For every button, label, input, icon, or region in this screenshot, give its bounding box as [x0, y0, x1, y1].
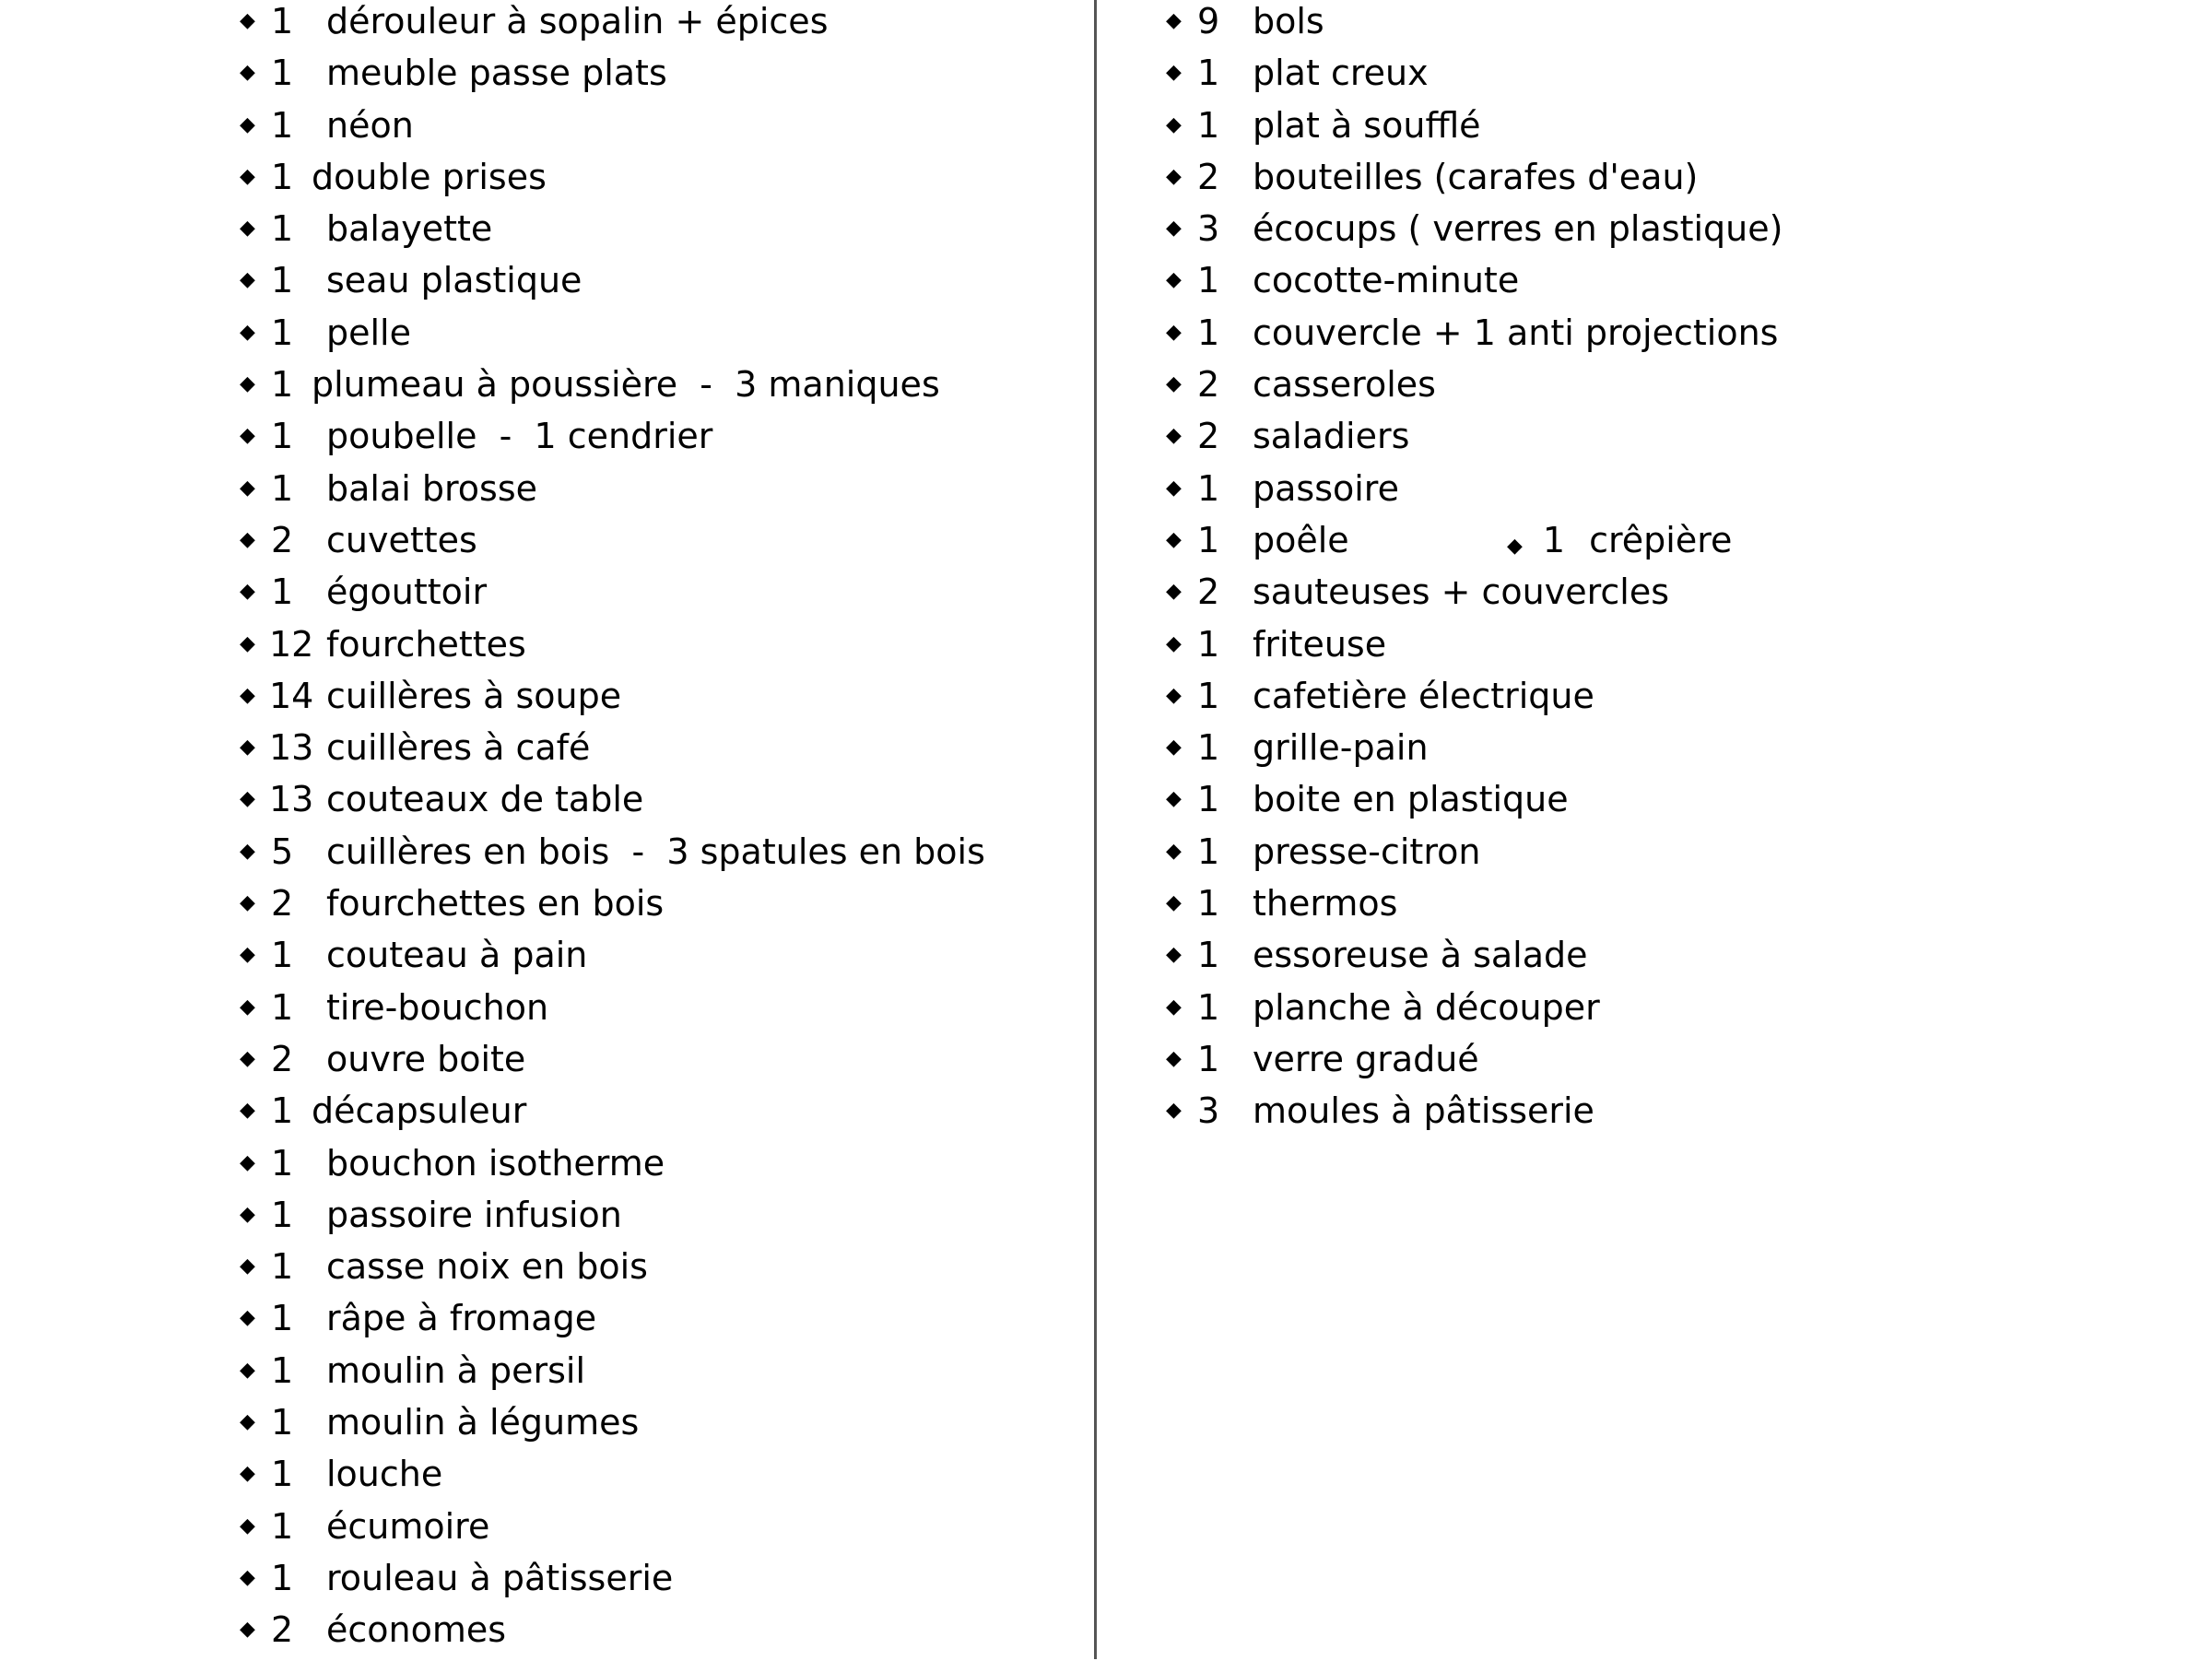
item-quantity: 1 [271, 1454, 294, 1495]
list-item [1166, 675, 1995, 726]
bullet-icon: ◆ [240, 61, 255, 85]
item-label: friteuse [1253, 623, 1387, 665]
bullet-icon: ◆ [1166, 527, 1182, 551]
bullet-icon: ◆ [240, 839, 255, 863]
list-item [240, 1038, 1069, 1090]
bullet-icon: ◆ [1166, 112, 1182, 136]
bullet-icon: ◆ [1166, 839, 1182, 863]
item-quantity: 9 [1197, 1, 1220, 41]
item-label: plumeau à poussière - 3 maniques [312, 364, 940, 406]
bullet-icon: ◆ [240, 424, 255, 448]
item-label: râpe à fromage [326, 1298, 597, 1339]
bullet-icon: ◆ [240, 527, 255, 551]
list-item [1166, 312, 1995, 363]
list-item [1166, 363, 1995, 415]
item-quantity: 1 [271, 1505, 294, 1547]
item-quantity: 1 [1197, 986, 1220, 1028]
item-label: bouchon isotherme [326, 1142, 665, 1184]
item-label: rouleau à pâtisserie [326, 1557, 674, 1598]
bullet-icon: ◆ [240, 476, 255, 500]
item-quantity: 1 [271, 156, 294, 197]
bullet-icon: ◆ [1166, 372, 1182, 396]
item-label: néon [326, 104, 414, 146]
list-item [1166, 415, 1995, 466]
item-label: balai brosse [326, 467, 538, 509]
list-item [1166, 726, 1995, 778]
bullet-icon: ◆ [240, 683, 255, 707]
bullet-icon: ◆ [1166, 424, 1182, 448]
item-quantity: 2 [1197, 364, 1220, 406]
item-quantity: 1 [1197, 623, 1220, 665]
list-item [1166, 934, 1995, 985]
item-quantity: 1 [1197, 53, 1220, 94]
item-label: couteau à pain [326, 935, 588, 976]
item-quantity: 1 [271, 416, 294, 457]
left-inventory-list [240, 0, 1069, 1661]
item-label: plat creux [1253, 53, 1429, 94]
item-quantity: 13 [269, 727, 314, 769]
list-item [240, 726, 1069, 778]
list-item [240, 1194, 1069, 1245]
item-label: poubelle - 1 cendrier [326, 416, 713, 457]
item-label: cuillères à soupe [326, 675, 622, 716]
list-item [240, 519, 1069, 571]
item-quantity: 1 [1197, 467, 1220, 509]
bullet-icon: ◆ [240, 1462, 255, 1486]
bullet-icon: ◆ [240, 320, 255, 344]
list-item [240, 934, 1069, 985]
bullet-icon: ◆ [240, 217, 255, 241]
item-quantity: 5 [271, 830, 294, 872]
item-label: saladiers [1253, 416, 1410, 457]
bullet-icon: ◆ [240, 372, 255, 396]
bullet-icon: ◆ [240, 1306, 255, 1330]
item-quantity: 1 [271, 571, 294, 613]
item-quantity: 1 [271, 312, 294, 353]
list-item [240, 1608, 1069, 1660]
list-item [1166, 104, 1995, 156]
bullet-icon: ◆ [240, 1514, 255, 1537]
list-item [1166, 623, 1995, 675]
list-item [1166, 830, 1995, 882]
item-label: seau plastique [326, 260, 582, 301]
list-item [240, 1090, 1069, 1141]
bullet-icon: ◆ [240, 1099, 255, 1123]
list-item [1166, 986, 1995, 1038]
column-divider [1094, 0, 1097, 1659]
item-quantity: 1 [271, 1349, 294, 1391]
item-label: casse noix en bois [326, 1246, 648, 1288]
item-label: casseroles [1253, 364, 1436, 406]
item-label: pelle [326, 312, 411, 353]
item-label: essoreuse à salade [1253, 935, 1588, 976]
bullet-icon: ◆ [240, 1046, 255, 1070]
bullet-icon: ◆ [240, 112, 255, 136]
list-item [240, 830, 1069, 882]
list-item [240, 1505, 1069, 1557]
item-quantity: 1 [271, 1, 294, 41]
item-quantity: 1 [271, 208, 294, 250]
list-item [240, 467, 1069, 519]
item-label: cuillères en bois - 3 spatules en bois [326, 830, 985, 872]
item-quantity: 1 [1542, 519, 1566, 560]
list-item [240, 675, 1069, 726]
bullet-icon: ◆ [240, 943, 255, 967]
bullet-icon: ◆ [1166, 61, 1182, 85]
list-item [1166, 207, 1995, 259]
list-item [240, 1349, 1069, 1401]
item-quantity: 1 [1197, 883, 1220, 925]
item-label: moulin à persil [326, 1349, 586, 1391]
bullet-icon: ◆ [240, 995, 255, 1019]
list-item [1166, 1090, 1995, 1141]
item-quantity: 1 [271, 1194, 294, 1235]
item-label: crêpière [1589, 519, 1733, 560]
item-label: dérouleur à sopalin + épices [326, 1, 829, 41]
item-quantity: 1 [271, 986, 294, 1028]
item-label: boite en plastique [1253, 779, 1569, 820]
bullet-icon: ◆ [1166, 683, 1182, 707]
list-item [1166, 259, 1995, 311]
item-quantity: 1 [1197, 779, 1220, 820]
list-item [1166, 52, 1995, 103]
item-quantity: 1 [1197, 260, 1220, 301]
item-label: fourchettes [326, 623, 526, 665]
item-quantity: 1 [1197, 104, 1220, 146]
list-item [240, 363, 1069, 415]
item-label: double prises [312, 156, 547, 197]
bullet-icon: ◆ [240, 1202, 255, 1226]
item-label: sauteuses + couvercles [1253, 571, 1670, 613]
item-label: planche à découper [1253, 986, 1600, 1028]
bullet-icon: ◆ [240, 736, 255, 760]
list-item [240, 259, 1069, 311]
item-label: louche [326, 1454, 443, 1495]
list-item [240, 1142, 1069, 1194]
list-item [240, 207, 1069, 259]
item-quantity: 2 [271, 1038, 294, 1079]
item-quantity: 2 [271, 519, 294, 560]
item-label: couvercle + 1 anti projections [1253, 312, 1779, 353]
item-label: balayette [326, 208, 493, 250]
item-quantity: 1 [271, 1402, 294, 1443]
bullet-icon: ◆ [240, 1618, 255, 1642]
item-label: cafetière électrique [1253, 675, 1594, 716]
list-item [240, 1401, 1069, 1453]
item-label: passoire [1253, 467, 1399, 509]
item-label: bols [1253, 1, 1324, 41]
bullet-icon: ◆ [240, 164, 255, 188]
bullet-icon: ◆ [1166, 736, 1182, 760]
item-quantity: 1 [271, 1246, 294, 1288]
bullet-icon: ◆ [240, 1565, 255, 1589]
item-quantity: 1 [271, 1142, 294, 1184]
bullet-icon: ◆ [1166, 1046, 1182, 1070]
item-label: grille-pain [1253, 727, 1429, 769]
list-item [240, 1245, 1069, 1297]
list-item [240, 312, 1069, 363]
bullet-icon: ◆ [240, 631, 255, 655]
item-label: moules à pâtisserie [1253, 1090, 1594, 1132]
list-item [1166, 882, 1995, 934]
bullet-icon: ◆ [240, 268, 255, 292]
item-label: moulin à légumes [326, 1402, 640, 1443]
list-item [1166, 571, 1995, 622]
bullet-icon: ◆ [240, 1358, 255, 1382]
item-label: meuble passe plats [326, 53, 667, 94]
list-item [240, 882, 1069, 934]
bullet-icon: ◆ [1166, 943, 1182, 967]
bullet-icon: ◆ [1166, 891, 1182, 915]
bullet-icon: ◆ [1166, 164, 1182, 188]
bullet-icon: ◆ [1166, 9, 1182, 32]
item-quantity: 1 [271, 1090, 294, 1132]
bullet-icon: ◆ [1166, 476, 1182, 500]
item-label: fourchettes en bois [326, 883, 665, 925]
bullet-icon: ◆ [1507, 534, 1523, 558]
item-quantity: 1 [1197, 1038, 1220, 1079]
item-quantity: 1 [1197, 312, 1220, 353]
bullet-icon: ◆ [1166, 631, 1182, 655]
list-item [240, 1557, 1069, 1608]
item-quantity: 3 [1197, 208, 1220, 250]
list-item [240, 156, 1069, 207]
item-label: poêle [1253, 519, 1349, 560]
item-quantity: 1 [271, 260, 294, 301]
item-label: cuillères à café [326, 727, 591, 769]
item-quantity: 1 [1197, 830, 1220, 872]
item-label: ouvre boite [326, 1038, 526, 1079]
item-quantity: 2 [1197, 416, 1220, 457]
item-quantity: 1 [1197, 519, 1220, 560]
bullet-icon: ◆ [240, 9, 255, 32]
list-item [1166, 0, 1995, 52]
bullet-icon: ◆ [240, 1150, 255, 1174]
item-quantity: 2 [1197, 571, 1220, 613]
list-item [240, 623, 1069, 675]
item-label: cocotte-minute [1253, 260, 1520, 301]
item-quantity: 1 [1197, 935, 1220, 976]
bullet-icon: ◆ [240, 1410, 255, 1434]
list-item [1166, 156, 1995, 207]
item-label: verre gradué [1253, 1038, 1479, 1079]
list-item [1166, 1038, 1995, 1090]
list-item [240, 778, 1069, 830]
list-item [240, 571, 1069, 622]
list-item [240, 104, 1069, 156]
item-quantity: 13 [269, 779, 314, 820]
item-label: écumoire [326, 1505, 490, 1547]
item-quantity: 14 [269, 675, 314, 716]
item-label: couteaux de table [326, 779, 644, 820]
bullet-icon: ◆ [240, 787, 255, 811]
item-quantity: 2 [1197, 156, 1220, 197]
list-item [240, 1453, 1069, 1504]
item-label: égouttoir [326, 571, 488, 613]
bullet-icon: ◆ [1166, 320, 1182, 344]
bullet-icon: ◆ [240, 580, 255, 604]
item-label: économes [326, 1609, 507, 1651]
bullet-icon: ◆ [1166, 217, 1182, 241]
item-label: plat à soufflé [1253, 104, 1481, 146]
list-item [240, 986, 1069, 1038]
item-label: passoire infusion [326, 1194, 622, 1235]
item-label: thermos [1253, 883, 1398, 925]
secondary-item [1507, 519, 1732, 568]
list-item [240, 0, 1069, 52]
item-label: écocups ( verres en plastique) [1253, 208, 1783, 250]
item-quantity: 2 [271, 1609, 294, 1651]
bullet-icon: ◆ [1166, 787, 1182, 811]
item-quantity: 2 [271, 883, 294, 925]
item-quantity: 1 [271, 1298, 294, 1339]
list-item [1166, 519, 1995, 571]
item-label: presse-citron [1253, 830, 1481, 872]
bullet-icon: ◆ [1166, 268, 1182, 292]
item-quantity: 3 [1197, 1090, 1220, 1132]
item-quantity: 1 [271, 935, 294, 976]
list-item [1166, 778, 1995, 830]
item-label: tire-bouchon [326, 986, 549, 1028]
item-quantity: 1 [1197, 675, 1220, 716]
item-label: bouteilles (carafes d'eau) [1253, 156, 1699, 197]
item-quantity: 1 [271, 364, 294, 406]
item-quantity: 1 [1197, 727, 1220, 769]
item-quantity: 1 [271, 53, 294, 94]
bullet-icon: ◆ [240, 1255, 255, 1278]
item-quantity: 1 [271, 467, 294, 509]
bullet-icon: ◆ [240, 891, 255, 915]
list-item [240, 52, 1069, 103]
bullet-icon: ◆ [1166, 580, 1182, 604]
item-label: cuvettes [326, 519, 477, 560]
bullet-icon: ◆ [1166, 1099, 1182, 1123]
item-quantity: 1 [271, 1557, 294, 1598]
right-inventory-list [1166, 0, 1995, 1142]
item-quantity: 1 [271, 104, 294, 146]
list-item [240, 1297, 1069, 1349]
bullet-icon: ◆ [1166, 995, 1182, 1019]
item-quantity: 12 [269, 623, 314, 665]
item-label: décapsuleur [312, 1090, 527, 1132]
list-item [240, 415, 1069, 466]
list-item [1166, 467, 1995, 519]
